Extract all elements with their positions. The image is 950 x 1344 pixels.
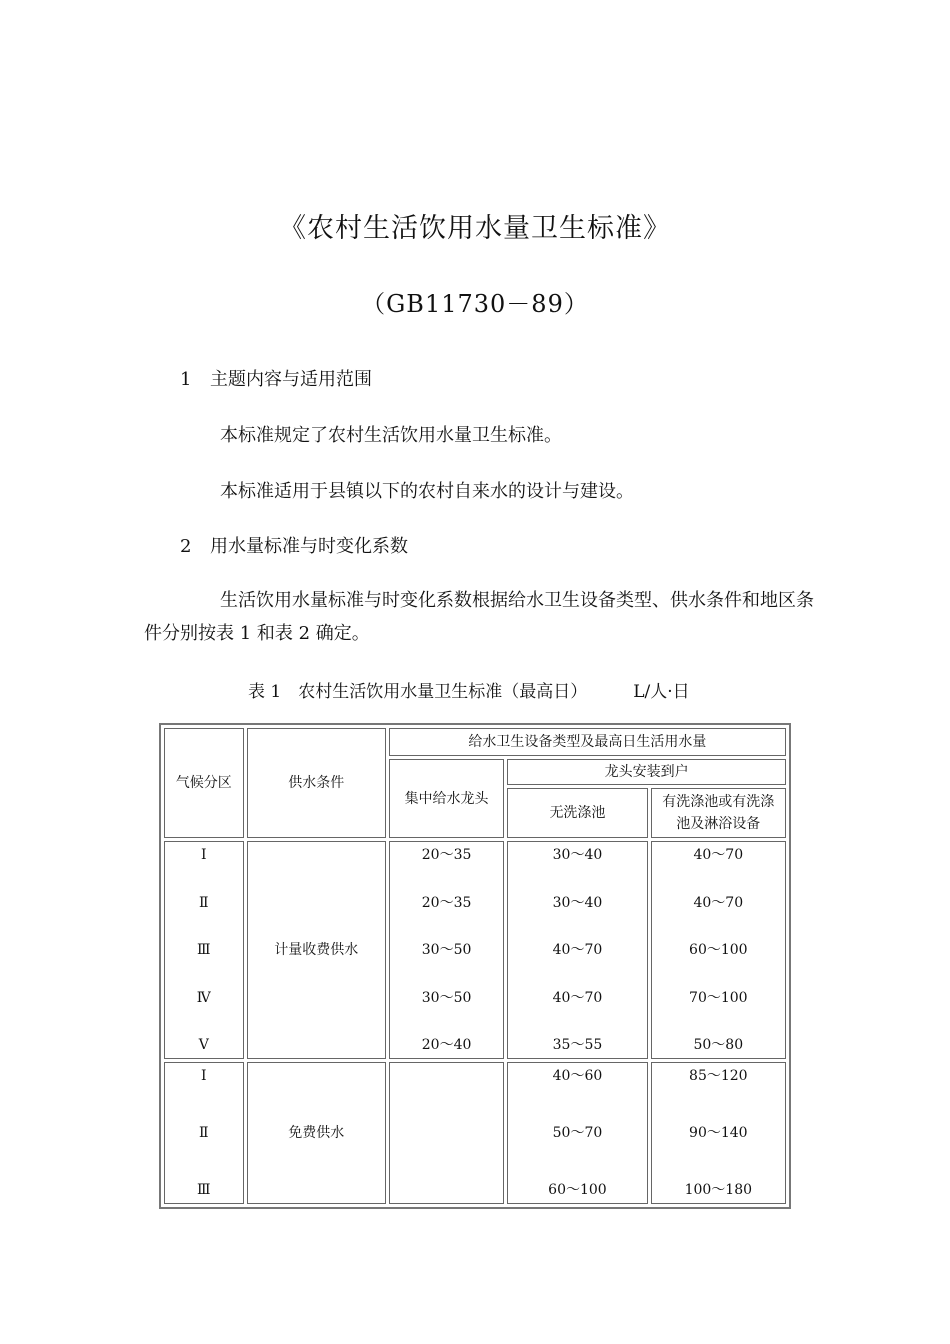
section-1-title: 主题内容与适用范围 <box>210 369 372 390</box>
table-unit: L/人·日 <box>633 682 690 702</box>
metered-zone-3: Ⅲ <box>197 942 211 958</box>
header-no-sink: 无洗涤池 <box>507 788 647 838</box>
free-with-sink <box>651 1062 786 1204</box>
paragraph-scope-2: 本标准适用于县镇以下的农村自来水的设计与建设。 <box>220 481 634 502</box>
table-row-free <box>164 1062 786 1204</box>
free-no-sink-1: 40～60 <box>552 1068 603 1084</box>
paragraph-standard: 生活饮用水量标准与时变化系数根据给水卫生设备类型、供水条件和地区条件分别按表 1 和表 2 确定。 <box>144 590 814 644</box>
metered-supply-label: 计量收费供水 <box>247 841 386 1059</box>
metered-with-sink-4: 70～100 <box>689 989 748 1006</box>
metered-no-sink-5: 35～55 <box>552 1037 603 1053</box>
metered-no-sink-3: 40～70 <box>552 942 603 958</box>
metered-central-5: 20～40 <box>421 1037 472 1053</box>
metered-with-sink-2: 40～70 <box>693 894 744 911</box>
section-2-number: 2 <box>180 536 192 557</box>
section-2-heading <box>180 532 408 558</box>
header-climate: 气候分区 <box>164 728 244 838</box>
metered-central-1: 20～35 <box>421 847 472 863</box>
water-quota-table <box>159 723 791 1209</box>
section-1-heading <box>180 365 372 391</box>
section-2-title: 用水量标准与时变化系数 <box>210 536 408 557</box>
metered-no-sink-4: 40～70 <box>552 989 603 1006</box>
metered-with-sink <box>651 841 786 1059</box>
free-zone-1: Ⅰ <box>201 1068 207 1084</box>
free-no-sink-2: 50～70 <box>552 1125 603 1141</box>
header-supply: 供水条件 <box>247 728 386 838</box>
header-household: 龙头安装到户 <box>507 759 786 785</box>
paragraph-scope-1: 本标准规定了农村生活饮用水量卫生标准。 <box>220 425 562 446</box>
metered-zone-5: Ⅴ <box>198 1037 209 1053</box>
document-title: 《农村生活饮用水量卫生标准》 <box>279 213 671 244</box>
metered-no-sink-2: 30～40 <box>552 894 603 911</box>
table-caption <box>248 677 690 702</box>
free-no-sink-3: 60～100 <box>548 1182 607 1198</box>
free-supply-label: 免费供水 <box>247 1062 386 1204</box>
free-with-sink-3: 100～180 <box>684 1182 753 1198</box>
metered-central-3: 30～50 <box>421 942 472 958</box>
header-central: 集中给水龙头 <box>389 759 504 838</box>
metered-with-sink-1: 40～70 <box>693 847 744 863</box>
free-no-sink <box>507 1062 647 1204</box>
metered-zones <box>164 841 244 1059</box>
metered-central-2: 20～35 <box>421 894 472 911</box>
table-row-metered <box>164 841 786 1059</box>
free-central-empty <box>389 1062 504 1204</box>
free-with-sink-2: 90～140 <box>689 1125 748 1141</box>
free-zone-3: Ⅲ <box>197 1182 211 1198</box>
section-1-number: 1 <box>180 369 192 390</box>
metered-with-sink-5: 50～80 <box>693 1037 744 1053</box>
metered-zone-4: Ⅳ <box>196 989 211 1006</box>
free-zone-2: Ⅱ <box>199 1125 209 1141</box>
header-with-sink: 有洗涤池或有洗涤池及淋浴设备 <box>651 788 786 838</box>
metered-no-sink-1: 30～40 <box>552 847 603 863</box>
metered-central-4: 30～50 <box>421 989 472 1006</box>
free-zones <box>164 1062 244 1204</box>
metered-central <box>389 841 504 1059</box>
standard-code: （GB11730－89） <box>361 290 589 318</box>
metered-zone-1: Ⅰ <box>201 847 207 863</box>
free-with-sink-1: 85～120 <box>689 1068 748 1084</box>
table-caption-text: 表 1 农村生活饮用水量卫生标准（最高日） <box>248 682 588 702</box>
metered-with-sink-3: 60～100 <box>689 942 748 958</box>
metered-no-sink <box>507 841 647 1059</box>
metered-zone-2: Ⅱ <box>199 894 209 911</box>
header-equipment: 给水卫生设备类型及最高日生活用水量 <box>389 728 786 756</box>
